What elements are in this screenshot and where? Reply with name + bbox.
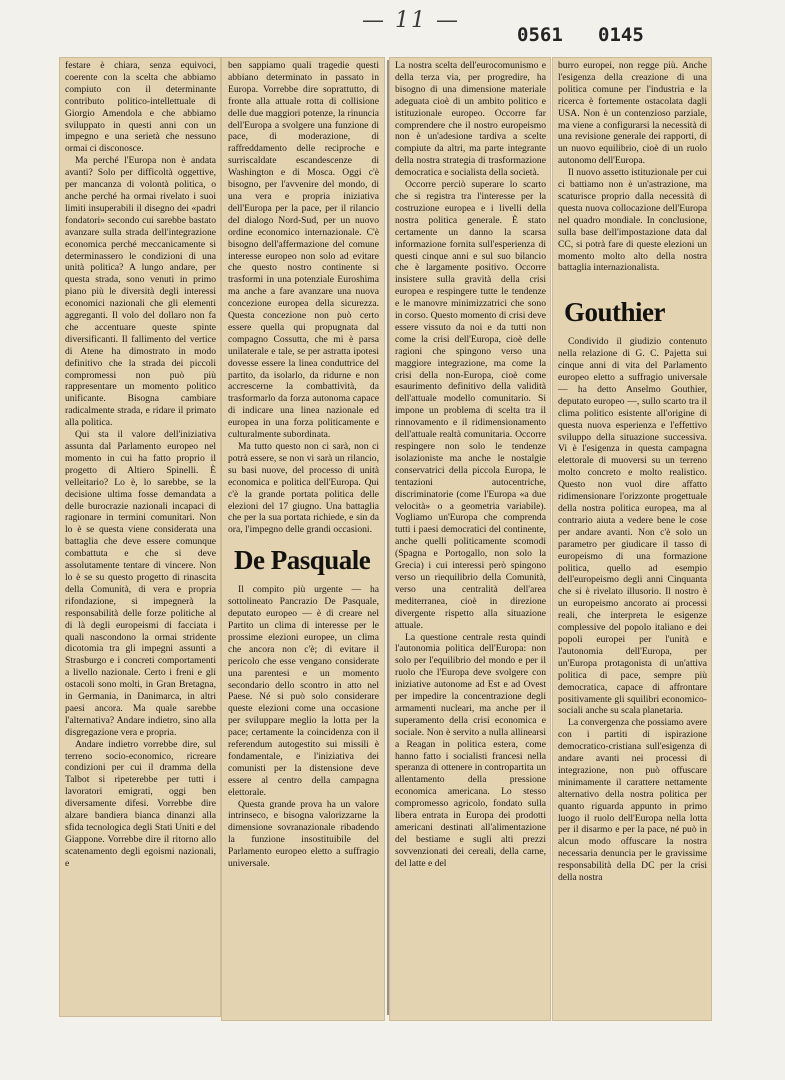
paragraph: Ma perché l'Europa non è andata avanti? Solo per difficoltà oggettive, per mancanza di volontà politica, o anche perché ha ormai rivelato i suoi limiti insuperabili il disegno dei «padri fondatori» secondo cui sarebbe bastato avanzare sulla strada dell'integrazione economica perché meccanicamente si determinassero le condizioni di una unità politica? A lungo andare, per questa strada, sono venuti in primo piano più le diversità degli interessi economici nazionali che gli elementi aggreganti. Il volo del dollaro non fa che accentuare queste spinte diversificanti. Il fallimento del vertice di Atene ha dimostrato in modo definitivo che la strada dei piccoli compromessi non può più rappresentare un momento politico unificante. Bisogna cambiare radicalmente strada, e ridare il primato alla politica. bbox=[65, 155, 216, 429]
article-column-4 bbox=[558, 60, 707, 1016]
section-heading-de-pasquale: De Pasquale bbox=[234, 545, 371, 576]
article-column-2 bbox=[228, 60, 379, 1016]
paragraph: La questione centrale resta quindi l'autonomia politica dell'Europa: non solo per l'equilibrio del mondo e per il ruolo che l'Europa deve svolgere con iniziative autonome ad Est e ad Ovest per impedire la concentrazione degli armamenti nucleari, ma anche per il superamento della crisi economica e sociale. Non è servito a nulla allinearsi a Reagan in politica estera, come hanno fatto i socialisti francesi nella speranza di ottenere in contropartita un allentamento della pressione economica americana. Lo stesso compromesso agricolo, fondato sulla libera entrata in Europa dei prodotti americani destinati all'alimentazione del bestiame e sugli alti prezzi sovvenzionati dei cereali, della carne, del latte e del bbox=[395, 631, 546, 869]
article-column-1 bbox=[65, 60, 216, 1012]
paragraph: Questa grande prova ha un valore intrinseco, e bisogna valorizzarne la dimensione sovranazionale ribadendo la funzione insostituibile del Parlamento europeo eletto a suffragio universale. bbox=[228, 798, 379, 870]
section-heading-gouthier: Gouthier bbox=[564, 297, 665, 328]
paragraph: Qui sta il valore dell'iniziativa assunta dal Parlamento europeo nel momento in cui ha fatto proprio il progetto di Altiero Spinelli. È velleitario? Lo è, lo sarebbe, se la decisione ultima fosse demandata a delle burocrazie nazionali incapaci di ragionare in termini comunitari. Non lo è se questa viene considerata una battaglia che deve essere comunque combattuta e che si deve assolutamente tentare di vincere. Non lo è se su questo progetto di rinascita della Comunità, di vera e propria rifondazione, si impegnerà la responsabilità delle forze politiche al di là degli europeismi di facciata i quali nascondono la ormai stridente dicotomia tra gli impegni assunti a Strasburgo e i concreti comportamenti a livello nazionale. Certo i freni e gli ostacoli sono molti, in Gran Bretagna, in Germania, in Danimarca, in altri paesi ancora. Ma quale sarebbe l'alternativa? Andare indietro, sino alla disgregazione vera e propria. bbox=[65, 429, 216, 738]
paragraph: Ma tutto questo non ci sarà, non ci potrà essere, se non vi sarà un rilancio, su basi nuove, del processo di unità economica e politica dell'Europa. Qui c'è la grande portata politica delle elezioni del 17 giugno. Una battaglia che per la sua portata richiede, e sin da ora, l'impegno delle grandi occasioni. bbox=[228, 441, 379, 536]
column-divider bbox=[387, 60, 389, 1015]
paragraph: festare è chiara, senza equivoci, coerente con la scelta che abbiamo compiuto con il determinante contributo politico-intellettuale di Giorgio Amendola e che abbiamo sviluppato in questi anni con un impegno e una serietà che nessuno ormai ci disconosce. bbox=[65, 60, 216, 155]
paragraph: Il nuovo assetto istituzionale per cui ci battiamo non è un'astrazione, ma scaturisce proprio dalla necessità di questa nuova collocazione dell'Europa nel quadro mondiale. In conclusione, sulla base dell'impostazione data dal CC, si potrà fare di queste elezioni un momento molto alto della nostra battaglia internazionalista. bbox=[558, 167, 707, 274]
paragraph: Condivido il giudizio contenuto nella relazione di G. C. Pajetta sui cinque anni di vita del Parlamento europeo eletto a suffragio universale — ha detto Anselmo Gouthier, deputato europeo —, sullo scarto tra il clima politico esistente all'origine di questa nuova esperienza e l'effettivo sviluppo della situazione successiva. Vi è l'esigenza in questa campagna elettorale di muoversi su un terreno molto concreto e molto realistico. Questo non vuol dire affatto ridimensionare l'orizzonte progettuale della nostra politica europea, ma al contrario aiuta a vedere bene le cose per andare avanti. Non c'è solo un parametro per giudicare il tasso di europeismo di una formazione politica, quello ad esempio dell'europeismo degli anni Cinquanta che si è rivelato illusorio. Il nostro è un europeismo ancorato ai processi reali, che interpreta le esigenze complessive del popolo italiano e dei popoli europei per l'unità e l'autonomia dell'Europa, per un'Europa protagonista di un'attiva politica di pace, sempre più democratica, capace di affrontare positivamente gli squilibri economico-sociali anche su scala planetaria. bbox=[558, 336, 707, 717]
paragraph: La nostra scelta dell'eurocomunismo e della terza via, per progredire, ha bisogno di una dimensione materiale adeguata cioè di un ambito politico e istituzionale europeo. Occorre far comprendere che il nostro europeismo non è un'adesione tardiva a scelte compiute da altri, ma parte integrante della nostra strategia di trasformazione democratica e socialista della società. bbox=[395, 60, 546, 179]
archive-stamp-right: 0145 bbox=[598, 24, 644, 46]
archive-stamp-left: 0561 bbox=[517, 24, 563, 46]
paragraph: Andare indietro vorrebbe dire, sul terreno socio-economico, ricreare condizioni per cui il dramma della Talbot si ripeterebbe per tutti i lavoratori emigrati, oggi ben diversamente difesi. Vorrebbe dire alzare bandiera bianca dinanzi alla sfida tecnologica degli Stati Uniti e del Giappone. Vorrebbe dire il ritorno allo scatenamento degli egoismi nazionali, e bbox=[65, 738, 216, 869]
paragraph: Occorre perciò superare lo scarto che si registra tra l'interesse per la costruzione europea e i livelli della nostra politica generale. È stato certamente un danno la scarsa informazione fornita sull'esperienza di questi cinque anni e sul suo bilancio che è largamente positivo. Occorre insistere sulla gravità della crisi europea e respingere tutte le tendenze e le manovre minimizzatrici che sono in corso. Questo momento di crisi deve essere vissuto da noi e da tutti non come la crisi dell'Europa, cioè delle ragioni che spingono verso una maggiore integrazione, ma come la crisi della non-Europa, cioè come esaurimento definitivo della validità dell'attuale modello comunitario. Si impone un problema di scelta tra il rinnovamento e il ridimensionamento dell'attuale realtà comunitaria. Occorre respingere non solo le tendenze isolazioniste ma anche le nostalgie conservatrici della piccola Europa, le tentazioni autocentriche, discriminatorie (come l'Europa «a due velocità» o a geometria variabile). Vogliamo un'Europa che comprenda tutti i paesi democratici del continente, anche quelli politicamente scomodi (Spagna e Portogallo, non solo la Grecia) i cui interessi però spingono verso un riequilibrio della Comunità, verso una centralità dell'area mediterranea, cioè in direzione divergente rispetto alla situazione attuale. bbox=[395, 179, 546, 631]
paragraph: ben sappiamo quali tragedie questi abbiano determinato in passato in Europa. Vorrebbe dire soprattutto, di fronte alla attuale rotta di collisione delle due maggiori potenze, la rinuncia dell'Europa a svolgere una funzione di pace, di moderazione, di raffreddamento delle reciproche e surriscaldate escandescenze di Washington e di Mosca. Oggi c'è bisogno, per l'avvenire del mondo, di una vera e propria iniziativa dell'Europa per la pace, per il rilancio del dialogo Nord-Sud, per un nuovo ordine economico internazionale. C'è bisogno dell'affermazione del comune interesse europeo non solo ad evitare che questo nostro continente si trasformi in una potenziale Euroshima ma anche a fare avanzare una nuova concezione europea della sicurezza. Questa concezione non può certo essere quella qui propugnata dal compagno Cossutta, che mi è parsa unilaterale e tale, se per astratta ipotesi dovesse essere la linea conduttrice del partito, da isolarlo, da ridurne e non accrescerne la combattività, da trasformarlo da forza autonoma capace di indicare una linea nazionale ed europea in una forza politicamente e culturalmente subordinata. bbox=[228, 60, 379, 441]
handwritten-page-mark: — 11 — bbox=[362, 8, 460, 33]
paragraph: burro europei, non regge più. Anche l'esigenza della creazione di una politica comune per l'industria e la ricerca è fortemente ostacolata dagli USA. Non è un contenzioso parziale, ma viene a configurarsi la necessità di una revisione generale dei rapporti, di un nuovo equilibrio, cioè di un ruolo autonomo dell'Europa. bbox=[558, 60, 707, 167]
paragraph: La convergenza che possiamo avere con i partiti di ispirazione democratico-cristiana sull'esigenza di andare avanti nei processi di integrazione, non può offuscare minimamente il carattere nettamente alternativo della nostra politica per quanto riguarda appunto in primo luogo il ruolo dell'Europa nella lotta per il disarmo e per la pace, né può in alcun modo offuscare la nostra necessaria denuncia per le gravissime responsabilità della DC per la crisi della nostra bbox=[558, 717, 707, 884]
article-column-3 bbox=[395, 60, 546, 1016]
paragraph: Il compito più urgente — ha sottolineato Pancrazio De Pasquale, deputato europeo — è di creare nel Partito un clima di interesse per le prossime elezioni europee, un clima che ancora non c'è; di evitare il pericolo che esse vengano considerate una parentesi e un momento secondario dello scontro in atto nel Paese. Né si può solo considerare queste elezioni come una occasione per sviluppare meglio la lotta per la pace; certamente la coincidenza con il referendum autogestito sui missili è fondamentale, e l'iniziativa dei comunisti per la distensione deve essere al centro della campagna elettorale. bbox=[228, 584, 379, 798]
